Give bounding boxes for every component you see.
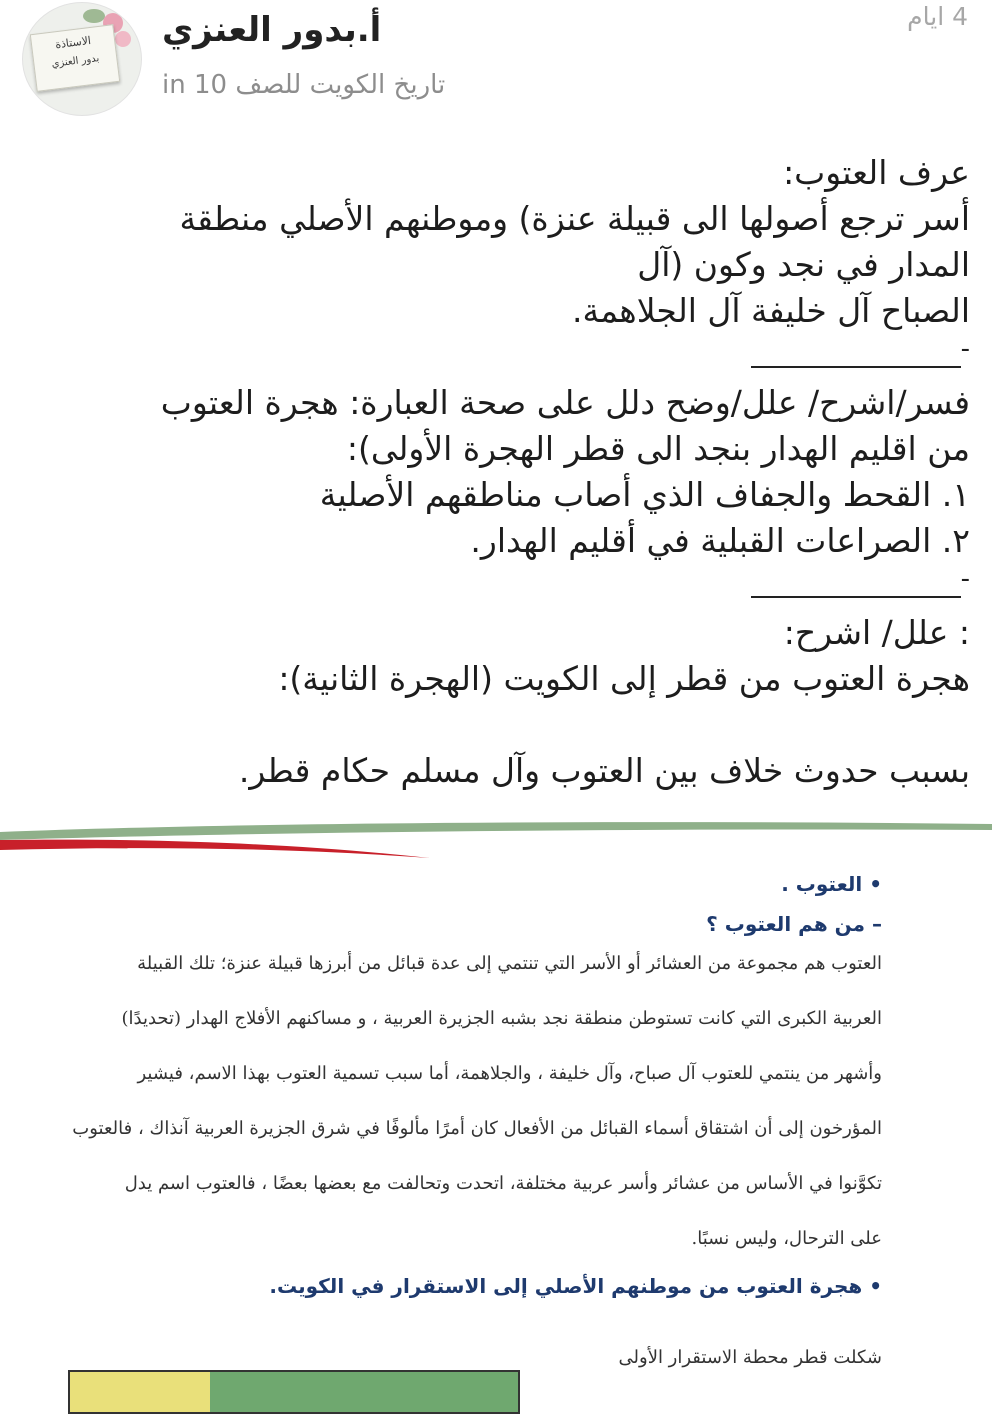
book-header-swoosh (0, 818, 992, 878)
post-line: عرف العتوب: (783, 153, 970, 192)
book-paragraph-line: العربية الكبرى التي كانت تستوطن منطقة نجد بشبه الجزيرة العربية ، و مساكنهم الأفلاج الهدار (تحديدًا) (121, 1008, 882, 1029)
book-paragraph-line: المؤرخون إلى أن اشتقاق أسماء القبائل من الأفعال كان أمرًا مألوفًا في شرق الجزيرة العربية آنذاك ، فالعتوب (72, 1118, 882, 1139)
book-paragraph-line: على الترحال، وليس نسبًا. (691, 1228, 882, 1249)
post-header (0, 0, 992, 130)
swoosh-green (0, 822, 992, 840)
book-paragraph-line: وأشهر من ينتمي للعتوب آل صباح، وآل خليفة ، والجلاهمة، أما سبب تسمية العتوب بهذا الاسم، فيشير (137, 1063, 882, 1084)
avatar[interactable] (22, 2, 142, 116)
swoosh-red (0, 840, 430, 858)
post-line: فسر/اشرح/ علل/وضح دلل على صحة العبارة: هجرة العتوب (160, 383, 970, 422)
book-section-heading: • هجرة العتوب من موطنهم الأصلي إلى الاستقرار في الكويت. (269, 1274, 882, 1298)
separator: - (40, 564, 970, 610)
post-line: : علل/ اشرح: (783, 613, 970, 652)
book-paragraph-line: تكوَّنوا في الأساس من عشائر وأسر عربية مختلفة، اتحدت وتحالفت مع بعضها بعضًا ، فالعتوب اسم يدل (124, 1173, 882, 1194)
flower-decoration (115, 31, 131, 47)
avatar-line2: بدور العنزي (50, 53, 100, 70)
post-line: بسبب حدوث خلاف بين العتوب وآل مسلم حكام قطر. (238, 751, 970, 790)
post-line: من اقليم الهدار بنجد الى قطر الهجرة الأولى): (346, 429, 970, 468)
post-line: ٢. الصراعات القبلية في أقليم الهدار. (470, 521, 970, 560)
book-subheading: – من هم العتوب ؟ (706, 912, 882, 936)
post-line: المدار في نجد وكون (آل (637, 245, 970, 284)
post-timestamp: 4 ايام (907, 2, 968, 31)
map-land (70, 1372, 210, 1412)
post-line: الصباح آل خليفة آل الجلاهمة. (572, 291, 970, 330)
book-heading: • العتوب . (781, 872, 882, 896)
post-line: ١. القحط والجفاف الذي أصاب مناطقهم الأصلية (319, 475, 970, 514)
book-caption: شكلت قطر محطة الاستقرار الأولى (618, 1347, 882, 1368)
textbook-excerpt (60, 872, 882, 1368)
post-line: أسر ترجع أصولها الى قبيلة عنزة) وموطنهم الأصلي منطقة (179, 199, 970, 238)
avatar-line1: الاستاذة (54, 33, 92, 52)
post-text (40, 150, 970, 794)
author-name[interactable]: أ.بدور العنزي (162, 10, 382, 50)
leaf-decoration (83, 9, 105, 23)
post-line: هجرة العتوب من قطر إلى الكويت (الهجرة الثانية): (278, 659, 970, 698)
map-figure (68, 1370, 520, 1414)
book-paragraph-line: العتوب هم مجموعة من العشائر أو الأسر التي تنتمي إلى عدة قبائل من أبرزها قبيلة عنزة؛ تلك القبيلة (137, 953, 882, 974)
separator: - (40, 334, 970, 380)
channel-name[interactable]: تاريخ الكويت للصف 10 in (162, 70, 446, 100)
avatar-card (30, 24, 120, 92)
